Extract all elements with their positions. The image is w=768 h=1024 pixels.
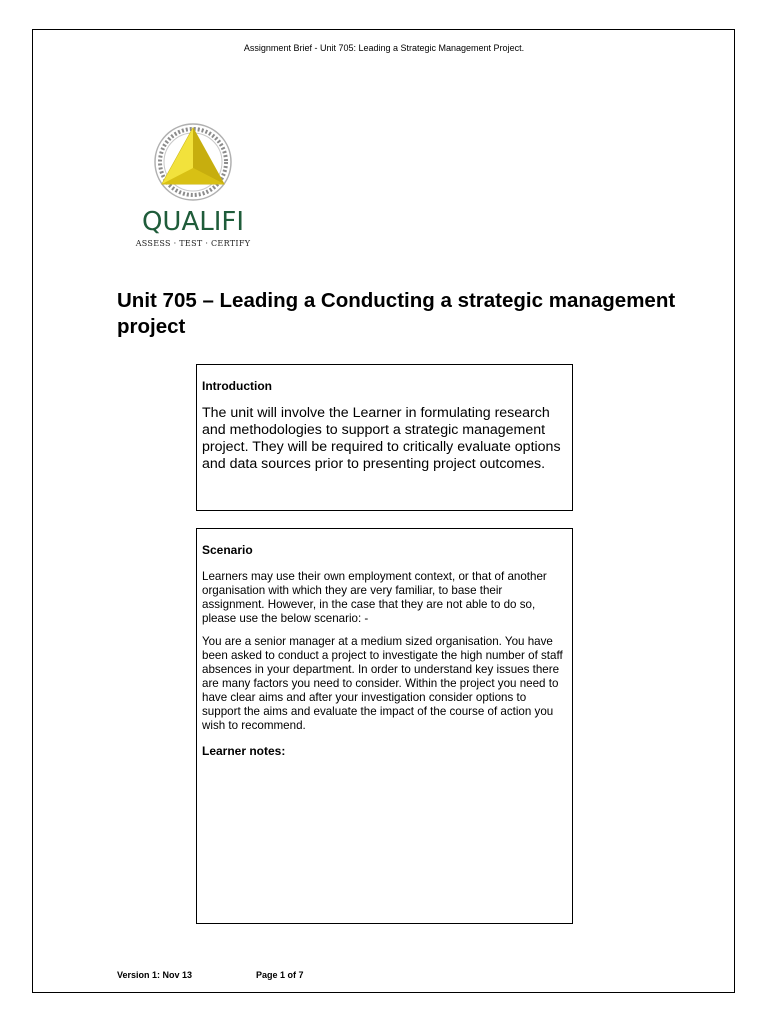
footer-page-number: Page 1 of 7 (256, 970, 304, 980)
scenario-box (196, 528, 573, 924)
qualifi-triangle-seal-icon (117, 113, 269, 208)
scenario-heading: Scenario (202, 543, 253, 557)
document-title: Unit 705 – Leading a Conducting a strategic management project (117, 289, 676, 338)
footer-version: Version 1: Nov 13 (117, 970, 193, 980)
introduction-heading: Introduction (202, 379, 272, 393)
logo-wordmark: QUALIFI (141, 207, 245, 237)
introduction-box (196, 364, 573, 511)
introduction-text: The unit will involve the Learner in formulating research and methodologies to support a strategic management project. They will be required to critically evaluate options and data sources prior to presenting project outcomes. (202, 405, 561, 472)
scenario-paragraph: You are a senior manager at a medium sized organisation. You have been asked to conduct a project to investigate the high number of staff absences in your department. In order to understand key issues there are many factors you need to consider. Within the project you need to have clear aims and after your investigation consider options to support the aims and evaluate the impact of the course of action you wish to recommend. (202, 635, 563, 732)
scenario-paragraph: Learners may use their own employment context, or that of another organisation with which they are very familiar, to base their assignment. However, in the case that they are not able to do so, please use the below scenario: - (202, 570, 547, 625)
logo-tagline: ASSESS · TEST · CERTIFY (135, 239, 251, 248)
qualifi-logo (117, 113, 269, 263)
learner-notes-label: Learner notes: (202, 744, 286, 758)
running-header: Assignment Brief - Unit 705: Leading a Strategic Management Project. (243, 43, 525, 53)
